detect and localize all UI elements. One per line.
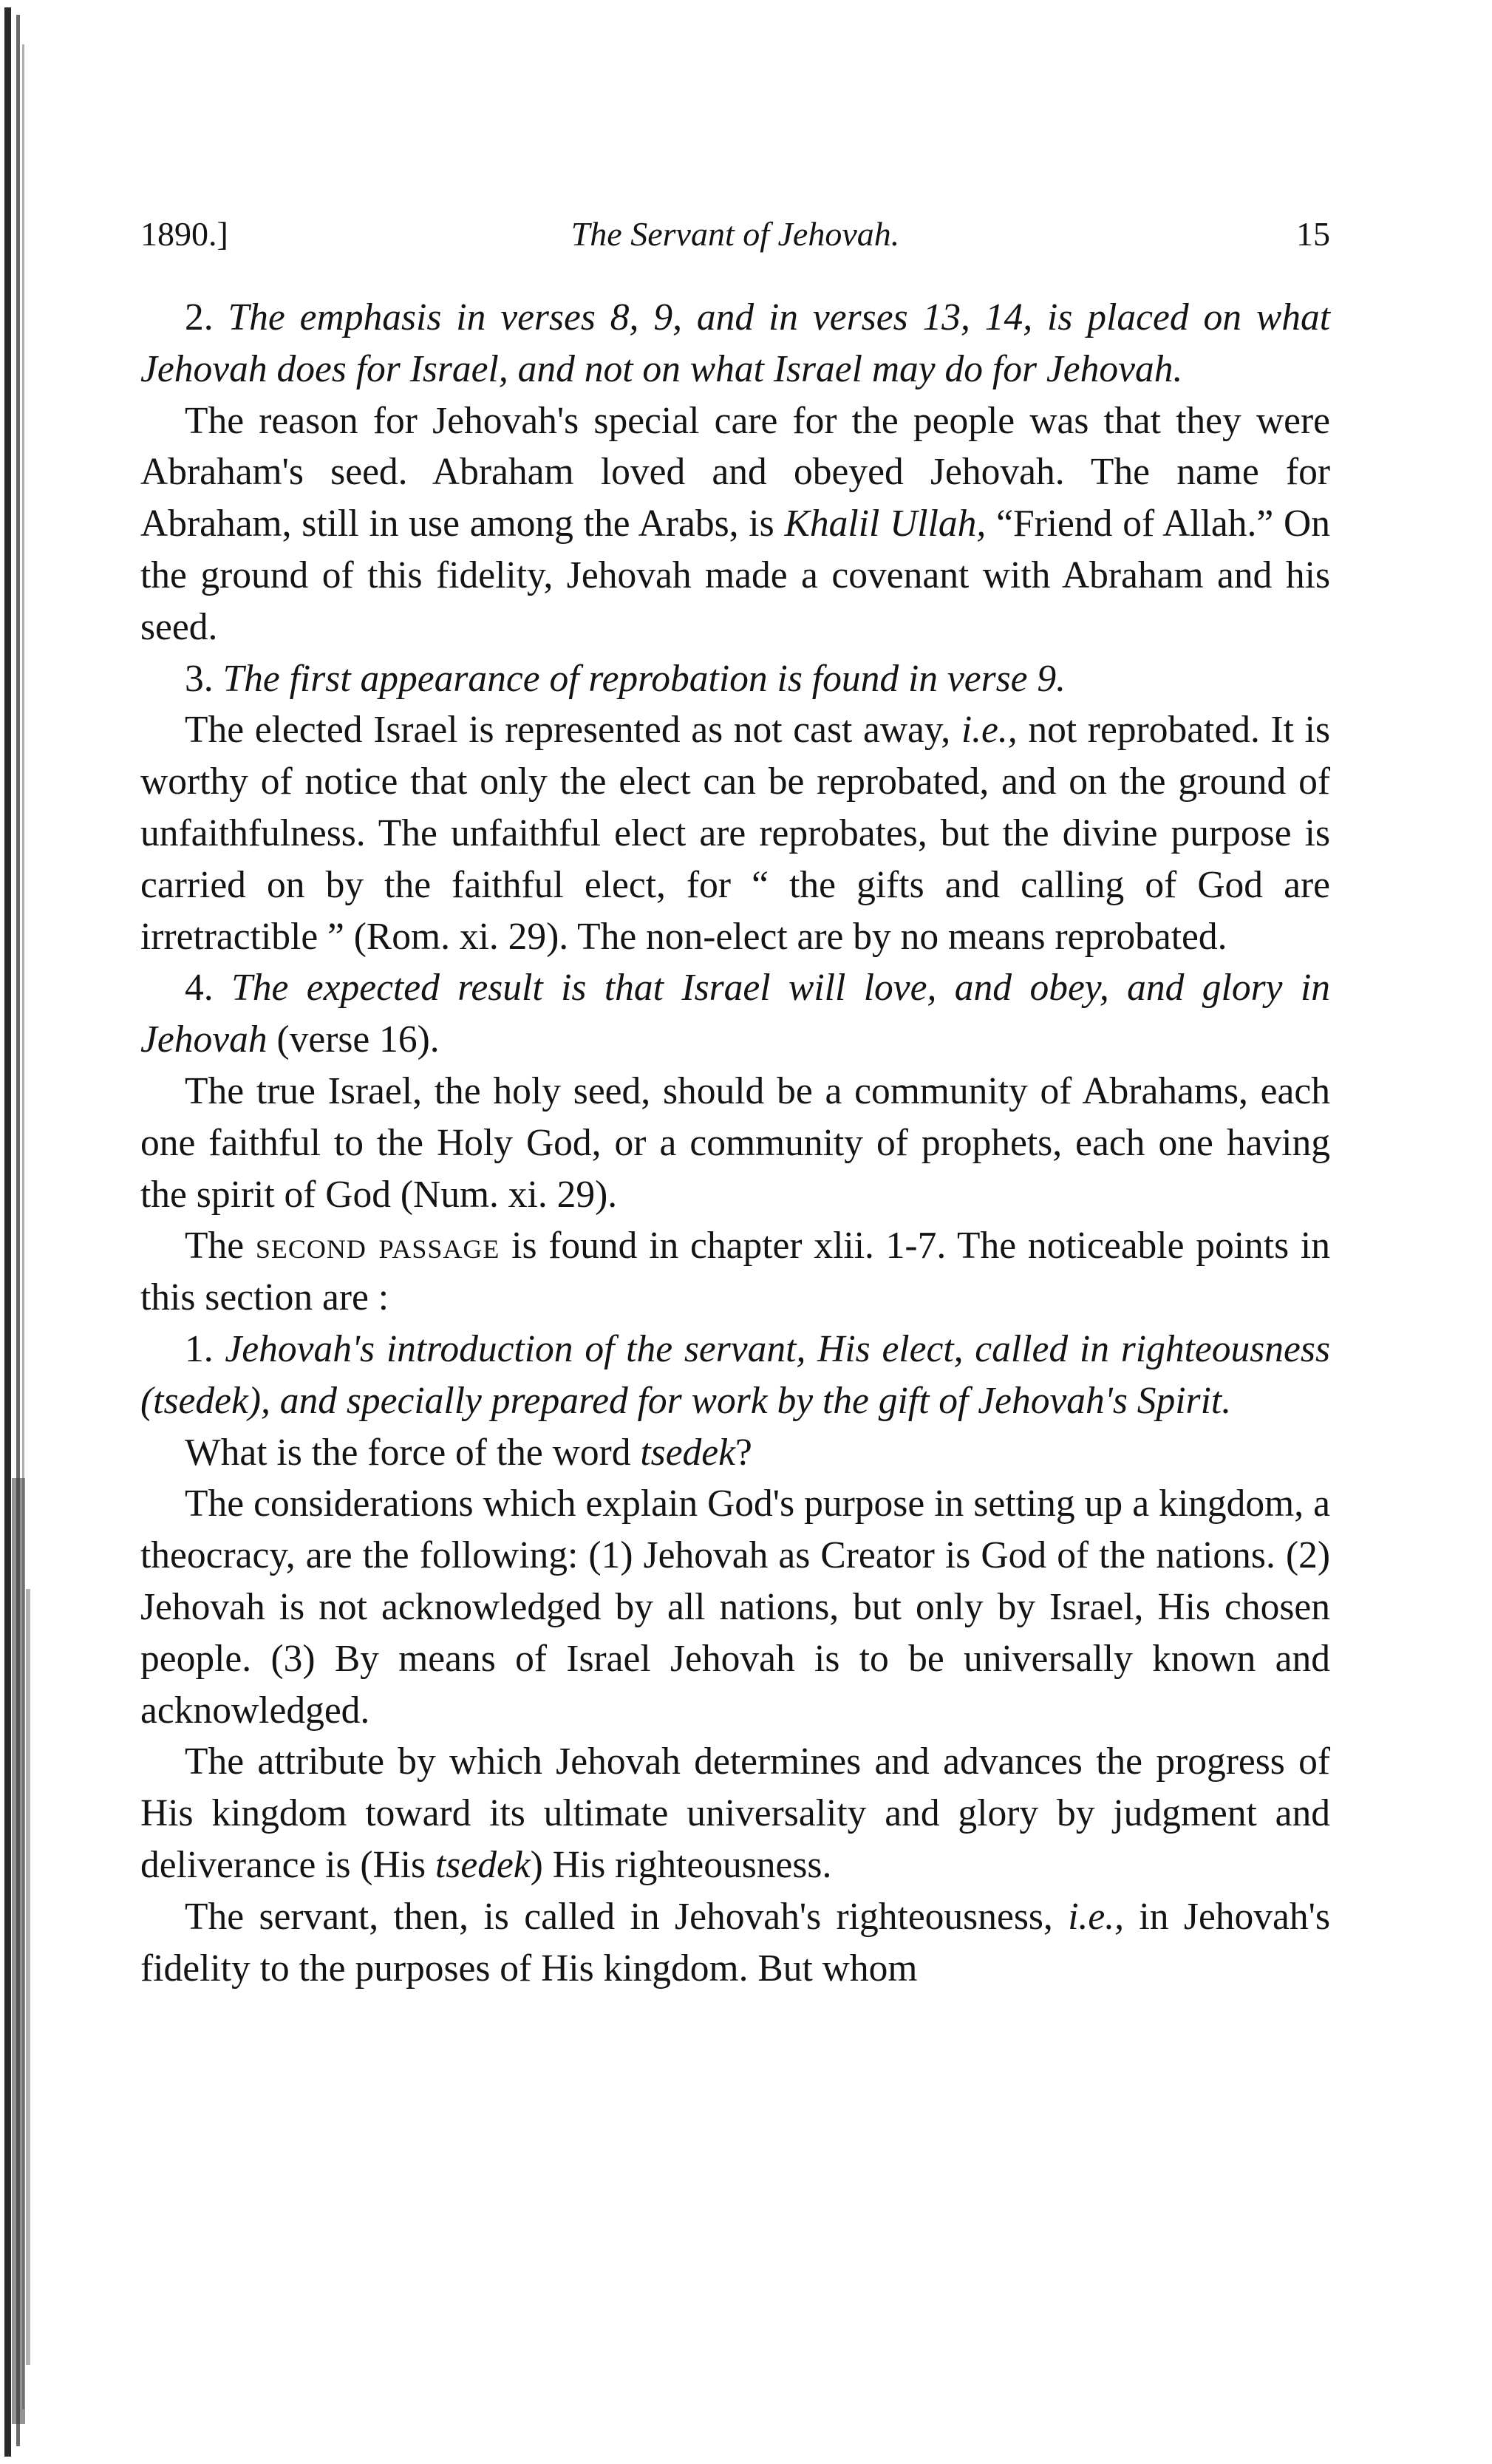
text-run: in Jehovah's fidelity to the purposes of His kingdom. But whom	[140, 1895, 1330, 1990]
text-run: The true Israel, the holy seed, should be a community of Abrahams, each one faithful to the Holy God, or a community of prophets, each one having the spirit of God (Num. xi. 29).	[140, 1069, 1330, 1216]
paragraph	[140, 1066, 1330, 1220]
text-run: The reason for Jehovah's special care for the people was that they were Abraham's seed. Abraham loved and obeyed Jehovah. The name for Abraham, still in use among the Arabs, is	[140, 399, 1330, 545]
text-run: The elected Israel is represented as not cast away,	[185, 709, 961, 752]
text-run: is found in chapter xlii. 1-7. The noticeable points in this section are :	[140, 1225, 1330, 1319]
paragraph	[140, 292, 1330, 395]
body-text	[140, 292, 1330, 1994]
small-caps-text: second passage	[255, 1225, 500, 1267]
paragraph	[140, 1324, 1330, 1427]
paragraph	[140, 395, 1330, 653]
italic-text: Khalil Ullah,	[784, 503, 987, 545]
text-run: What is the force of the word	[185, 1431, 641, 1474]
paragraph	[140, 1478, 1330, 1736]
text-run: not reprobated. It is worthy of notice that only the elect can be reprobated, and on the ground of unfaithfulness. The unfaithful elect are reprobates, but the divine purpose is carried on by the faithful elect, for “ the gifts and calling of God are irretractible ” (Rom. xi. 29). The non-elect are by no means reprobated.	[140, 709, 1330, 958]
text-run: The servant, then, is called in Jehovah's righteousness,	[185, 1895, 1069, 1938]
text-run: 1.	[185, 1327, 225, 1370]
text-run: ) His righteousness.	[530, 1843, 832, 1886]
text-run: The attribute by which Jehovah determines and advances the progress of His kingdom toward its ultimate universality and glory by judgment and deliverance is (His	[140, 1740, 1330, 1886]
text-run: 2.	[185, 296, 228, 338]
running-head-title: The Servant of Jehovah.	[570, 215, 900, 253]
page-number: 15	[1296, 215, 1330, 253]
text-run: “Friend of Allah.” On the ground of this fidelity, Jehovah made a covenant with Abraham and his seed.	[140, 503, 1331, 648]
paragraph	[140, 704, 1330, 962]
text-run: 4.	[185, 967, 232, 1010]
paragraph	[140, 962, 1330, 1066]
italic-text: tsedek	[435, 1843, 531, 1886]
paragraph	[140, 1427, 1330, 1479]
paragraph	[140, 1736, 1330, 1890]
paragraph	[140, 1891, 1330, 1995]
running-head-year: 1890.]	[140, 215, 228, 253]
text-run: (verse 16).	[267, 1018, 440, 1061]
text-run: The	[185, 1225, 256, 1267]
italic-text: The first appearance of reprobation is found in verse 9.	[222, 657, 1066, 700]
italic-text: i.e.,	[961, 709, 1018, 752]
running-head	[140, 214, 1330, 266]
text-run: The considerations which explain God's purpose in setting up a kingdom, a theocracy, are the following: (1) Jehovah as Creator is God of the nations. (2) Jehovah is not acknowledged by all nations, but only by Israel, His chosen people. (3) By means of Israel Jehovah is to be universally known and acknowledged.	[140, 1483, 1330, 1732]
book-spine-edge	[0, 0, 47, 2464]
italic-text: The emphasis in verses 8, 9, and in verses 13, 14, is placed on what Jehovah does for Israel, and not on what Israel may do for Jehovah.	[140, 296, 1331, 390]
paragraph	[140, 653, 1330, 705]
italic-text: i.e.,	[1068, 1895, 1125, 1938]
text-run: 3.	[185, 657, 223, 700]
italic-text: Jehovah's introduction of the servant, His elect, called in righteousness (tsedek), and specially prepared for work by the gift of Jehovah's Spirit.	[140, 1327, 1330, 1422]
italic-text: tsedek	[640, 1431, 736, 1474]
italic-text: The expected result is that Israel will love, and obey, and glory in Jehovah	[140, 967, 1331, 1061]
text-run: ?	[735, 1431, 752, 1474]
paragraph	[140, 1220, 1330, 1324]
